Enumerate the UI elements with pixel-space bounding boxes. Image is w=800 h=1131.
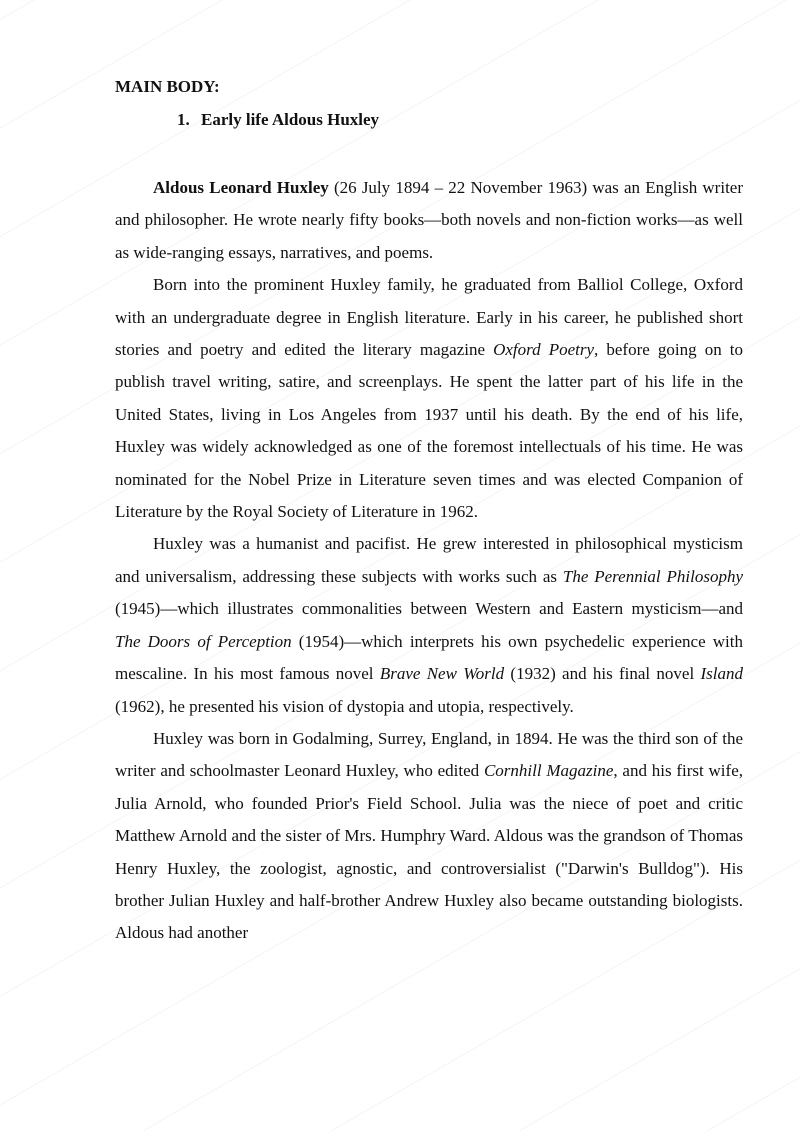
italic-title: Oxford Poetry bbox=[493, 340, 595, 360]
paragraph-text: Huxley was born in Godalming, Surrey, England, in 1894. He was the third son of the writer and schoolmaster Leonard Huxley, who edited bbox=[115, 728, 743, 781]
paragraph-text: (1932) and his final novel bbox=[504, 664, 701, 684]
paragraph-text: Born into the prominent Huxley family, he graduated from Balliol College, Oxford with an undergraduate degree in English literature. Early in his career, he published short stories and poetry and edited the literary magazine bbox=[115, 275, 743, 360]
paragraph-text: Huxley was a humanist and pacifist. He grew interested in philosophical mysticism and universalism, addressing these subjects with works such as bbox=[115, 534, 743, 586]
italic-title: The Perennial Philosophy bbox=[562, 566, 743, 586]
paragraph-text: (26 July 1894 – 22 November 1963) was an English writer and philosopher. He wrote nearly fifty books—both novels and non-fiction works—as well as wide-ranging essays, narratives, and poems. bbox=[115, 178, 743, 262]
paragraph bbox=[115, 528, 743, 722]
bold-name: Aldous Leonard Huxley bbox=[153, 178, 329, 197]
italic-title: Brave New World bbox=[379, 664, 505, 684]
italic-title: Island bbox=[700, 664, 743, 684]
paragraph-text: , and his first wife, Julia Arnold, who founded Prior's Field School. Julia was the niece of poet and critic Matthew Arnold and the sister of Mrs. Humphry Ward. Aldous was the grandson of Thomas Henry Huxley, the zoologist, agnostic, and controversialist ("Darwin's Bulldog"). His brother Julian Huxley and half-brother Andrew Huxley also became outstanding biologists. Aldous had another bbox=[115, 761, 743, 943]
section-heading bbox=[177, 109, 379, 131]
section-number: 1. bbox=[177, 110, 190, 129]
section-title: Early life Aldous Huxley bbox=[201, 110, 380, 129]
body-text bbox=[115, 172, 743, 950]
paragraph bbox=[115, 172, 743, 269]
paragraph-text: (1945)—which illustrates commonalities between Western and Eastern mysticism—and bbox=[115, 599, 743, 619]
italic-title: Cornhill Magazine bbox=[483, 761, 614, 781]
italic-title: The Doors of Perception bbox=[115, 631, 292, 651]
paragraph bbox=[115, 723, 743, 950]
paragraph bbox=[115, 269, 743, 528]
paragraph-text: , before going on to publish travel writing, satire, and screenplays. He spent the latter part of his life in the United States, living in Los Angeles from 1937 until his death. By the end of his life, Huxley was widely acknowledged as one of the foremost intellectuals of his time. He was nominated for the Nobel Prize in Literature seven times and was elected Companion of Literature by the Royal Society of Literature in 1962. bbox=[115, 340, 743, 522]
paragraph-text: (1954)—which interprets his own psychedelic experience with mescaline. In his most famous novel bbox=[115, 631, 743, 684]
paragraph-text: (1962), he presented his vision of dystopia and utopia, respectively. bbox=[115, 696, 574, 716]
main-heading: MAIN BODY: bbox=[115, 77, 220, 96]
